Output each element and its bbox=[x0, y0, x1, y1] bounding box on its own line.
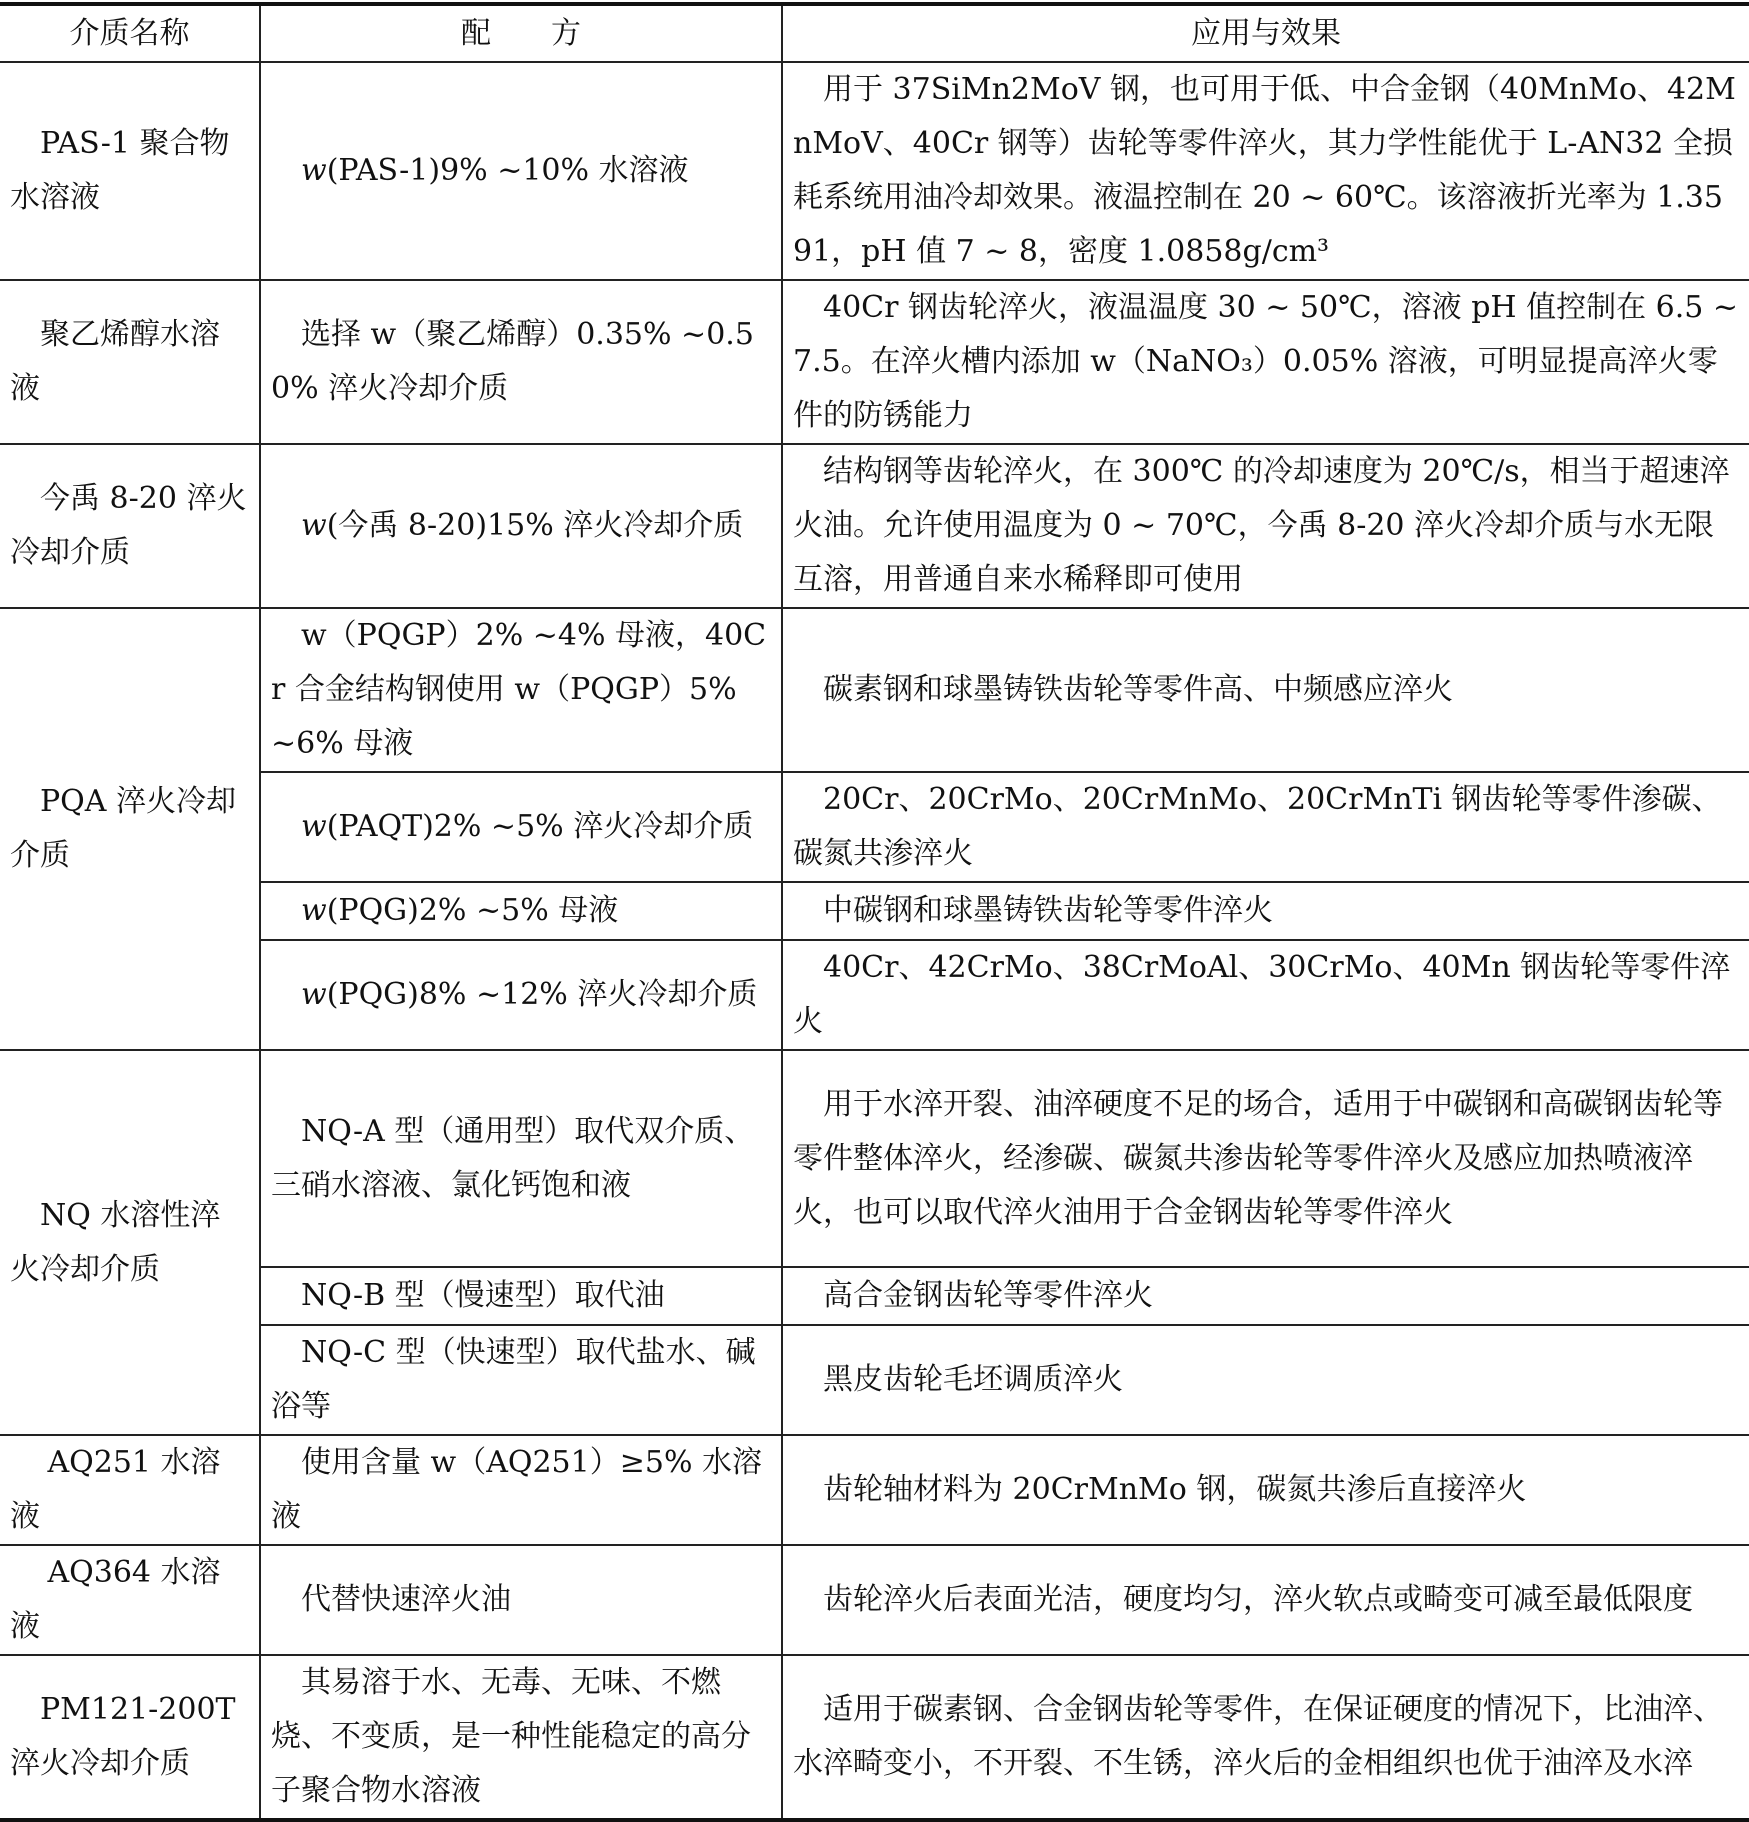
effect-cell: 20Cr、20CrMo、20CrMnMo、20CrMnTi 钢齿轮等零件渗碳、碳氮共渗淬火 bbox=[782, 772, 1749, 882]
formula-cell bbox=[260, 62, 782, 280]
header-effect: 应用与效果 bbox=[782, 4, 1749, 62]
effect-cell: 用于 37SiMn2MoV 钢，也可用于低、中合金钢（40MnMo、42MnMoV、40Cr 钢等）齿轮等零件淬火，其力学性能优于 L-AN32 全损耗系统用油冷却效果。液温控制在 20 ~ 60℃。该溶液折光率为 1.3591，pH 值 7 ~ 8，密度 1.0858g/cm³ bbox=[782, 62, 1749, 280]
effect-cell: 齿轮轴材料为 20CrMnMo 钢，碳氮共渗后直接淬火 bbox=[782, 1435, 1749, 1545]
formula-cell: NQ-A 型（通用型）取代双介质、三硝水溶液、氯化钙饱和液 bbox=[260, 1050, 782, 1267]
effect-cell: 高合金钢齿轮等零件淬火 bbox=[782, 1267, 1749, 1325]
formula-text: (今禹 8-20)15% 淬火冷却介质 bbox=[326, 508, 744, 543]
w-symbol: w bbox=[301, 809, 327, 844]
formula-cell bbox=[260, 940, 782, 1050]
table-row bbox=[0, 1267, 1749, 1325]
table-row bbox=[0, 940, 1749, 1050]
formula-cell: w（PQGP）2% ~4% 母液，40Cr 合金结构钢使用 w（PQGP）5% ~6% 母液 bbox=[260, 608, 782, 772]
table-row bbox=[0, 1050, 1749, 1267]
formula-text: (PQG)8% ~12% 淬火冷却介质 bbox=[326, 977, 758, 1012]
effect-cell: 40Cr、42CrMo、38CrMoAl、30CrMo、40Mn 钢齿轮等零件淬火 bbox=[782, 940, 1749, 1050]
medium-name: PM121-200T 淬火冷却介质 bbox=[0, 1655, 260, 1820]
w-symbol: w bbox=[301, 153, 327, 188]
table-row bbox=[0, 608, 1749, 772]
formula-cell bbox=[260, 772, 782, 882]
table-row bbox=[0, 62, 1749, 280]
effect-cell: 40Cr 钢齿轮淬火，液温温度 30 ~ 50℃，溶液 pH 值控制在 6.5 ~ 7.5。在淬火槽内添加 w（NaNO₃）0.05% 溶液，可明显提高淬火零件的防锈能力 bbox=[782, 280, 1749, 444]
formula-text: (PAS-1)9% ~10% 水溶液 bbox=[326, 153, 689, 188]
header-formula: 配 方 bbox=[260, 4, 782, 62]
effect-cell: 适用于碳素钢、合金钢齿轮等零件，在保证硬度的情况下，比油淬、水淬畸变小，不开裂、不生锈，淬火后的金相组织也优于油淬及水淬 bbox=[782, 1655, 1749, 1820]
w-symbol: w bbox=[301, 893, 327, 928]
effect-cell: 碳素钢和球墨铸铁齿轮等零件高、中频感应淬火 bbox=[782, 608, 1749, 772]
effect-cell: 中碳钢和球墨铸铁齿轮等零件淬火 bbox=[782, 882, 1749, 940]
formula-cell: 选择 w（聚乙烯醇）0.35% ~0.50% 淬火冷却介质 bbox=[260, 280, 782, 444]
formula-cell: 使用含量 w（AQ251）≥5% 水溶液 bbox=[260, 1435, 782, 1545]
medium-name: 聚乙烯醇水溶液 bbox=[0, 280, 260, 444]
formula-text: (PQG)2% ~5% 母液 bbox=[326, 893, 619, 928]
effect-cell: 用于水淬开裂、油淬硬度不足的场合，适用于中碳钢和高碳钢齿轮等零件整体淬火，经渗碳、碳氮共渗齿轮等零件淬火及感应加热喷液淬火，也可以取代淬火油用于合金钢齿轮等零件淬火 bbox=[782, 1050, 1749, 1267]
quench-medium-table bbox=[0, 2, 1749, 1822]
effect-cell: 齿轮淬火后表面光洁，硬度均匀，淬火软点或畸变可减至最低限度 bbox=[782, 1545, 1749, 1655]
formula-cell: NQ-C 型（快速型）取代盐水、碱浴等 bbox=[260, 1325, 782, 1435]
formula-cell: 代替快速淬火油 bbox=[260, 1545, 782, 1655]
w-symbol: w bbox=[301, 508, 327, 543]
table-row bbox=[0, 1545, 1749, 1655]
formula-cell: 其易溶于水、无毒、无味、不燃烧、不变质，是一种性能稳定的高分子聚合物水溶液 bbox=[260, 1655, 782, 1820]
medium-name: 今禹 8-20 淬火冷却介质 bbox=[0, 444, 260, 608]
effect-cell: 黑皮齿轮毛坯调质淬火 bbox=[782, 1325, 1749, 1435]
table-row bbox=[0, 882, 1749, 940]
formula-cell bbox=[260, 882, 782, 940]
medium-name: PAS-1 聚合物水溶液 bbox=[0, 62, 260, 280]
table-row bbox=[0, 280, 1749, 444]
table-row bbox=[0, 1435, 1749, 1545]
medium-name: AQ251 水溶液 bbox=[0, 1435, 260, 1545]
medium-name: NQ 水溶性淬火冷却介质 bbox=[0, 1050, 260, 1435]
medium-name: AQ364 水溶液 bbox=[0, 1545, 260, 1655]
medium-name: PQA 淬火冷却介质 bbox=[0, 608, 260, 1050]
table-row bbox=[0, 772, 1749, 882]
header-row bbox=[0, 4, 1749, 62]
table-row bbox=[0, 444, 1749, 608]
formula-text: (PAQT)2% ~5% 淬火冷却介质 bbox=[326, 809, 754, 844]
table-row bbox=[0, 1325, 1749, 1435]
w-symbol: w bbox=[301, 977, 327, 1012]
effect-cell: 结构钢等齿轮淬火，在 300℃ 的冷却速度为 20℃/s，相当于超速淬火油。允许使用温度为 0 ~ 70℃，今禹 8-20 淬火冷却介质与水无限互溶，用普通自来水稀释即可使用 bbox=[782, 444, 1749, 608]
header-name: 介质名称 bbox=[0, 4, 260, 62]
formula-cell bbox=[260, 444, 782, 608]
formula-cell: NQ-B 型（慢速型）取代油 bbox=[260, 1267, 782, 1325]
table-row bbox=[0, 1655, 1749, 1820]
